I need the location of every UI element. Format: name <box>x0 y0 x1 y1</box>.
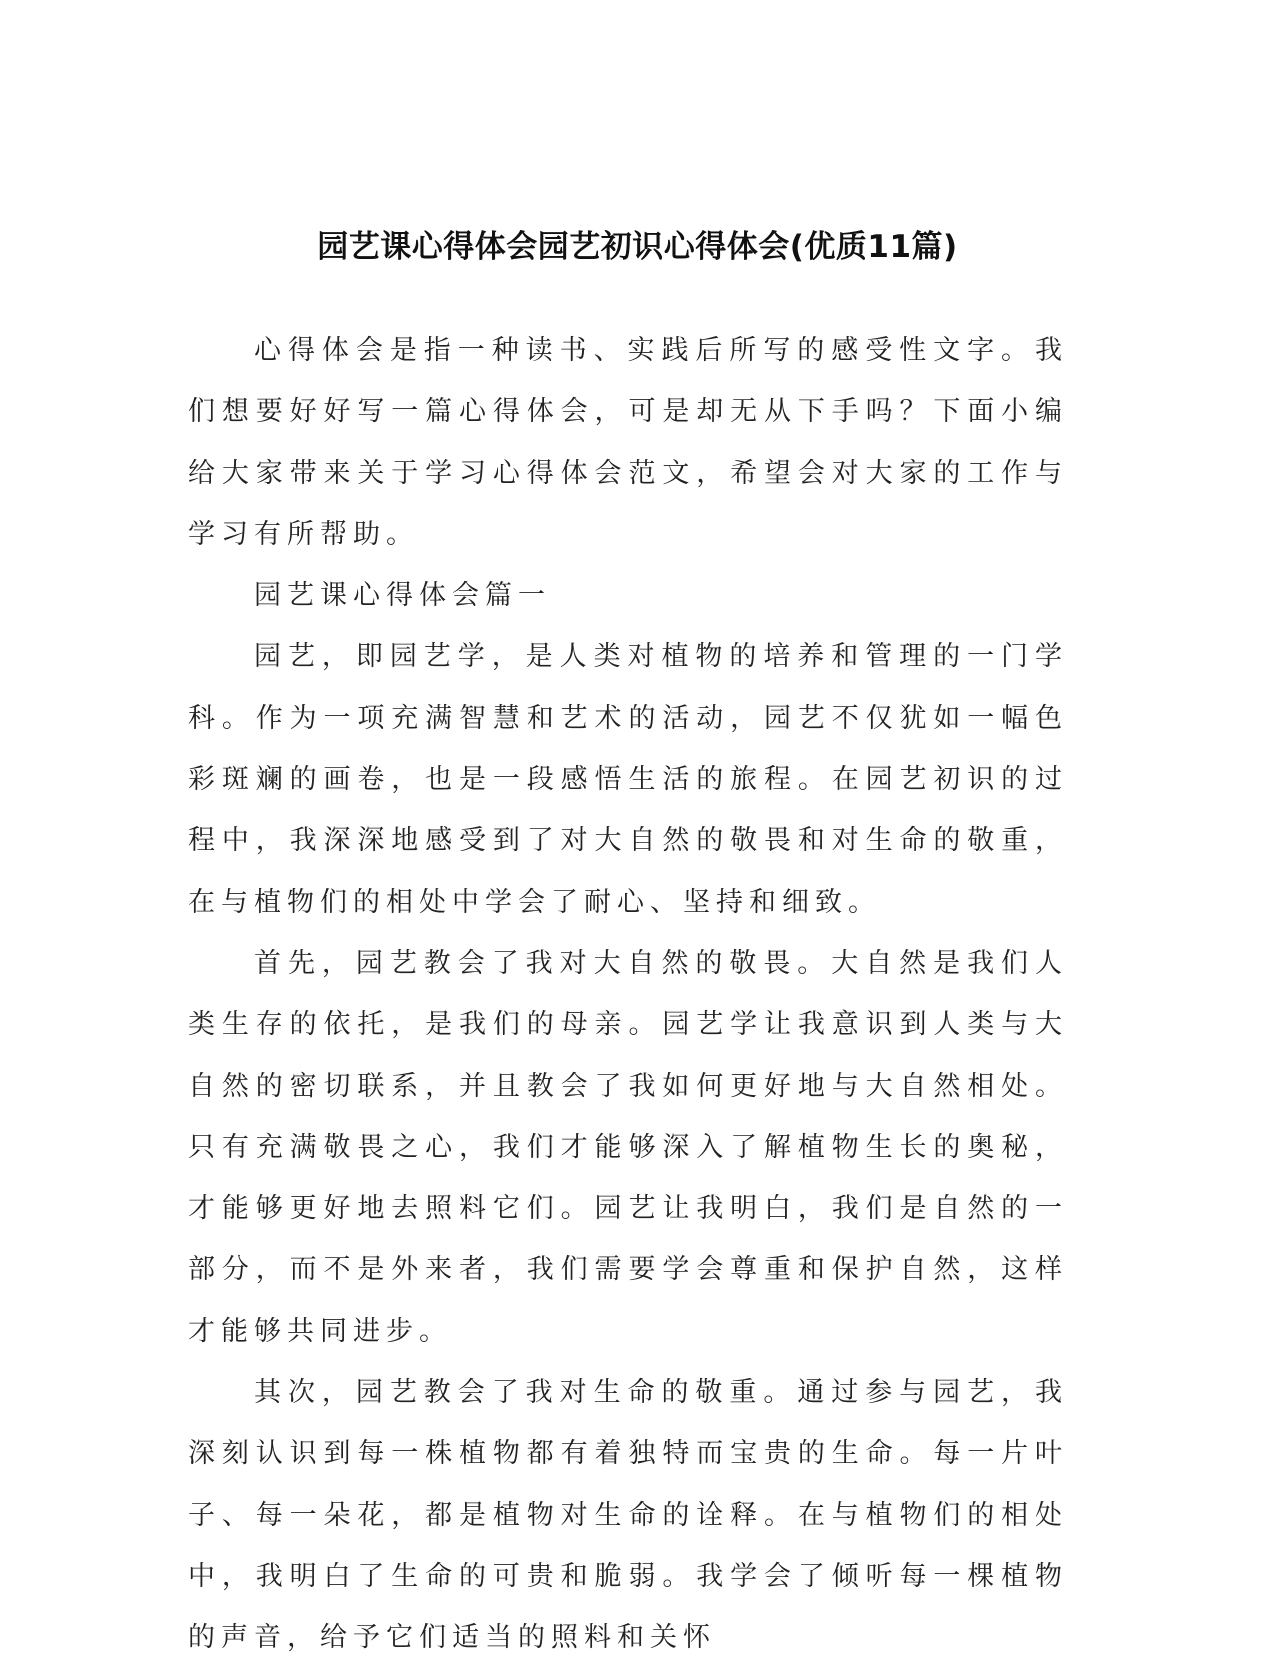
paragraph-2: 首先，园艺教会了我对大自然的敬畏。大自然是我们人类生存的依托，是我们的母亲。园艺学让我意识到人类与大自然的密切联系，并且教会了我如何更好地与大自然相处。只有充满敬畏之心，我们才能够深入了解植物生长的奥秘，才能够更好地去照料它们。园艺让我明白，我们是自然的一部分，而不是外来者，我们需要学会尊重和保护自然，这样才能够共同进步。 <box>188 947 1068 1347</box>
paragraph-1: 园艺，即园艺学，是人类对植物的培养和管理的一门学科。作为一项充满智慧和艺术的活动，园艺不仅犹如一幅色彩斑斓的画卷，也是一段感悟生活的旅程。在园艺初识的过程中，我深深地感受到了对大自然的敬畏和对生命的敬重，在与植物们的相处中学会了耐心、坚持和细致。 <box>188 641 1068 918</box>
document-title: 园艺课心得体会园艺初识心得体会(优质11篇) <box>317 228 958 265</box>
document-body <box>188 320 1068 1669</box>
section-heading: 园艺课心得体会篇一 <box>254 580 551 612</box>
intro-paragraph: 心得体会是指一种读书、实践后所写的感受性文字。我们想要好好写一篇心得体会，可是却无从下手吗？下面小编给大家带来关于学习心得体会范文，希望会对大家的工作与学习有所帮助。 <box>188 335 1068 550</box>
paragraph-3: 其次，园艺教会了我对生命的敬重。通过参与园艺，我深刻认识到每一株植物都有着独特而宝贵的生命。每一片叶子、每一朵花，都是植物对生命的诠释。在与植物们的相处中，我明白了生命的可贵和脆弱。我学会了倾听每一棵植物的声音，给予它们适当的照料和关怀 <box>188 1377 1068 1654</box>
